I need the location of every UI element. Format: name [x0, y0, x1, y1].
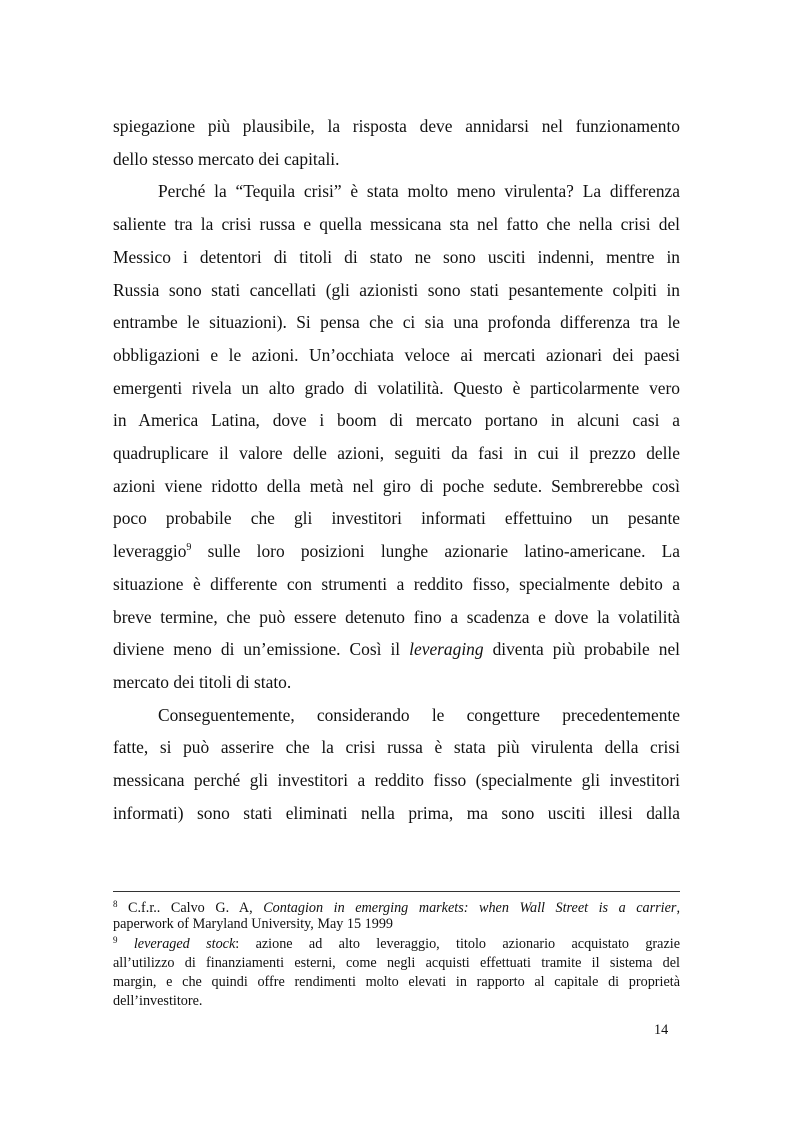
footnote-8-line	[113, 900, 680, 916]
text-fragment: diviene meno di un’emissione. Così il	[113, 639, 410, 660]
text-line: fatte, si può asserire che la crisi russa è stata più virulenta della crisi	[113, 737, 680, 758]
footnote-separator	[113, 891, 680, 892]
text-line: azioni viene ridotto della metà nel giro di poche sedute. Sembrerebbe così	[113, 475, 680, 496]
text-line	[113, 535, 680, 567]
footnote-9-line: dell’investitore.	[113, 993, 203, 1009]
footnote-mark-8: 8	[113, 899, 118, 909]
text-fragment: : azione ad alto leveraggio, titolo azionario acquistato grazie	[235, 936, 680, 952]
text-line: emergenti rivela un alto grado di volatilità. Questo è particolarmente vero	[113, 377, 680, 398]
text-line: in America Latina, dove i boom di mercato portano in alcuni casi a	[113, 410, 680, 431]
text-fragment: diventa più probabile nel	[483, 639, 680, 660]
text-fragment: sulle loro posizioni lunghe azionarie latino-americane. La	[191, 541, 680, 562]
text-line: Perché la “Tequila crisi” è stata molto meno virulenta? La differenza	[158, 181, 680, 202]
text-line: obbligazioni e le azioni. Un’occhiata veloce ai mercati azionari dei paesi	[113, 344, 680, 365]
text-line: saliente tra la crisi russa e quella messicana sta nel fatto che nella crisi del	[113, 214, 680, 235]
footnote-8-title: Contagion in emerging markets: when Wall Street is a carrier	[263, 900, 677, 916]
text-line	[113, 633, 680, 665]
text-line: mercato dei titoli di stato.	[113, 671, 292, 692]
footnote-9-line	[113, 936, 680, 952]
text-fragment: leveraggio	[113, 541, 187, 562]
footnote-8-line: paperwork of Maryland University, May 15 1999	[113, 916, 394, 932]
footnote-9-term: leveraged stock	[133, 936, 236, 952]
text-line: quadruplicare il valore delle azioni, seguiti da fasi in cui il prezzo delle	[113, 443, 680, 463]
emphasis-leveraging: leveraging	[409, 639, 484, 660]
text-line: situazione è differente con strumenti a reddito fisso, specialmente debito a	[113, 573, 680, 594]
footnote-mark-9: 9	[113, 935, 118, 945]
text-line: spiegazione più plausibile, la risposta deve annidarsi nel funzionamento	[113, 116, 680, 136]
text-fragment: C.f.r.. Calvo G. A,	[117, 900, 264, 916]
text-line: informati) sono stati eliminati nella prima, ma sono usciti illesi dalla	[113, 802, 680, 823]
text-line: messicana perché gli investitori a reddito fisso (specialmente gli investitori	[113, 770, 680, 790]
text-line: poco probabile che gli investitori informati effettuino un pesante	[113, 508, 680, 529]
footnote-9-line: margin, e che quindi offre rendimenti molto elevati in rapporto al capitale di proprietà	[113, 974, 680, 990]
text-line: entrambe le situazioni). Si pensa che ci sia una profonda differenza tra le	[113, 312, 680, 333]
text-line: dello stesso mercato dei capitali.	[113, 148, 340, 169]
footnote-ref-9: 9	[186, 542, 192, 554]
text-line: Conseguentemente, considerando le congetture precedentemente	[158, 704, 680, 725]
page-number: 14	[654, 1022, 669, 1038]
text-line: breve termine, che può essere detenuto fino a scadenza e dove la volatilità	[113, 606, 680, 627]
text-line: Messico i detentori di titoli di stato ne sono usciti indenni, mentre in	[113, 246, 680, 267]
text-fragment: ,	[676, 900, 680, 916]
text-line: Russia sono stati cancellati (gli azionisti sono stati pesantemente colpiti in	[113, 279, 680, 300]
footnote-9-line: all’utilizzo di finanziamenti esterni, come negli acquisti effettuati tramite il sistema del	[113, 955, 680, 971]
